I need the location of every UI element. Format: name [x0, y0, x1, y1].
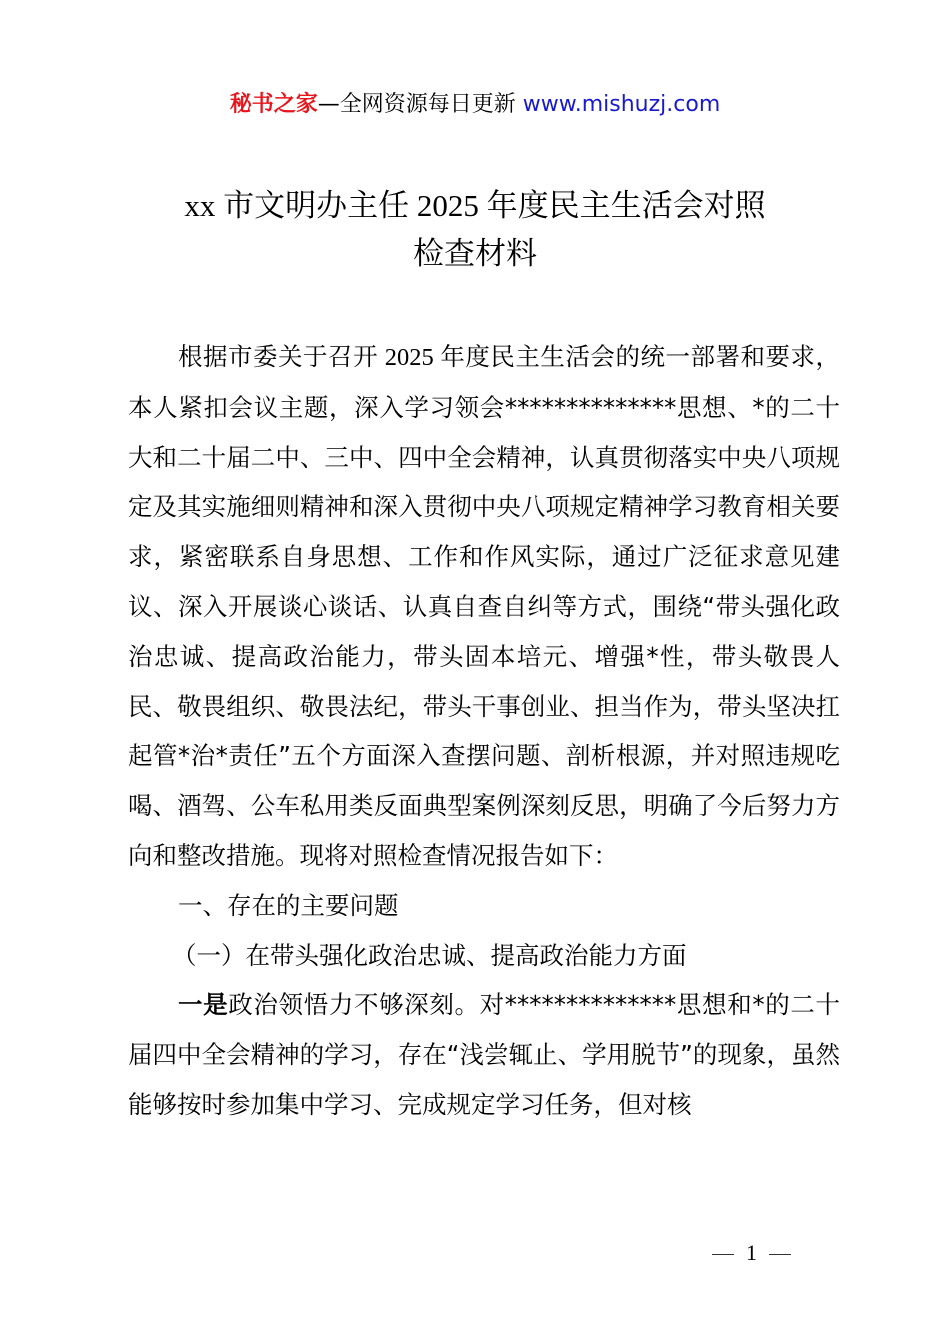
- page-number: [700, 1238, 790, 1268]
- page-number-dash-right: [769, 1254, 791, 1255]
- page-number-dash-left: [712, 1254, 734, 1255]
- site-url-link[interactable]: www.mishuzj.com: [522, 92, 721, 117]
- title-part1: 市文明办主任: [223, 188, 410, 224]
- title-line2: 检查材料: [413, 236, 537, 272]
- subsection-heading: （一）在带头强化政治忠诚、提高政治能力方面: [172, 940, 687, 970]
- intro-paragraph: [128, 332, 840, 881]
- point-text: 政治领悟力不够深刻。对**************思想和*的二十届四中全会精神的学习，存在“浅尝辄止、学用脱节”的现象，虽然能够按时参加集中学习、完成规定学习任务，但对核: [128, 990, 841, 1119]
- point-paragraph: [128, 980, 840, 1129]
- point-lead: 一是: [178, 990, 229, 1020]
- title-prefix: xx: [184, 188, 224, 223]
- intro-part1: 根据市委关于召开: [178, 342, 379, 371]
- intro-part2: 年度民主生活会的统一部署和要求，本人紧扣会议主题，深入学习领会**************思想、*的二十大和二十届二中、三中、四中全会精神，认真贯彻落实中央八项规定及其实施细则精神和深入贯彻中央八项规定精神学习教育相关要求，紧密联系自身思想、工作和作风实际，通过广泛征求意见建议、深入开展谈心谈话、认真自查自纠等方式，围绕“带头强化政治忠诚、提高政治能力，带头固本培元、增强*性，带头敬畏人民、敬畏组织、敬畏法纪，带头干事创业、担当作为，带头坚决扛起管*治*责任”五个方面深入查摆问题、剖析根源，并对照违规吃喝、酒驾、公车私用类反面典型案例深刻反思，明确了今后努力方向和整改措施。现将对照检查情况报告如下：: [128, 342, 841, 870]
- brand-name: 秘书之家: [229, 92, 318, 117]
- title-year: 2025: [409, 188, 487, 223]
- document-title: [100, 182, 850, 278]
- section-heading: 一、存在的主要问题: [178, 890, 399, 920]
- header-slogan: —全网资源每日更新: [317, 92, 523, 117]
- document-body: [128, 332, 840, 1130]
- intro-year: 2025: [378, 344, 441, 371]
- title-part2: 年度民主生活会对照: [486, 188, 766, 224]
- page-number-value: 1: [746, 1240, 757, 1265]
- site-header-banner: [0, 88, 950, 122]
